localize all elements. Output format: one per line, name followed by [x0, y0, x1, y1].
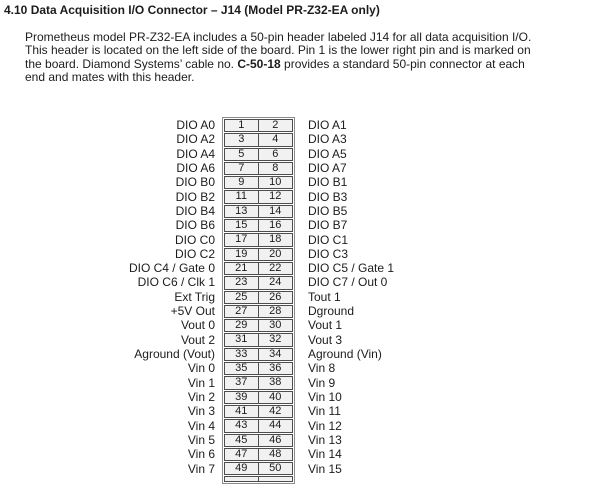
pin-row	[224, 291, 293, 304]
pin-right-label: DIO C5 / Gate 1	[308, 261, 395, 276]
left-labels	[0, 118, 215, 476]
pin-number-right: 26	[269, 290, 282, 303]
pin-left-label: Vin 7	[187, 461, 215, 476]
intro-paragraph	[25, 31, 605, 84]
pin-number-right: 12	[269, 190, 282, 203]
pin-number-right: 18	[269, 233, 282, 246]
pin-number-right: 48	[269, 447, 282, 460]
pin-number-right: 20	[269, 247, 282, 260]
paragraph-text: provides a standard 50-pin connector at each	[280, 56, 525, 71]
pin-right-label: Vin 9	[308, 375, 336, 390]
pin-number-left: 17	[225, 234, 259, 245]
pin-number-left: 3	[225, 134, 259, 145]
pin-table-footer	[224, 476, 293, 482]
pin-row	[224, 262, 293, 275]
pin-row	[224, 419, 293, 432]
pin-row	[224, 333, 293, 346]
pin-right-label: DIO B5	[308, 203, 348, 218]
pin-number-left: 11	[225, 191, 259, 202]
pin-left-label: Vin 2	[187, 389, 215, 404]
pin-left-label: Vout 2	[180, 332, 215, 347]
pin-row	[224, 219, 293, 232]
pin-row	[224, 176, 293, 189]
pin-table	[222, 117, 295, 484]
pin-row	[224, 119, 293, 132]
pin-row	[224, 376, 293, 389]
pin-right-label: DIO A7	[308, 160, 347, 175]
pin-number-left: 45	[225, 435, 259, 446]
pin-number-right: 10	[269, 176, 282, 189]
pin-number-right: 14	[269, 204, 282, 217]
pin-left-label: DIO A4	[176, 146, 215, 161]
pin-right-label: Vin 13	[308, 432, 342, 447]
pin-number-right: 36	[269, 362, 282, 375]
pin-number-left: 41	[225, 406, 259, 417]
pin-right-label: DIO A3	[308, 132, 347, 147]
pin-number-left: 35	[225, 363, 259, 374]
pin-row	[224, 405, 293, 418]
pin-number-right: 30	[269, 319, 282, 332]
pin-number-right: 50	[269, 462, 282, 475]
pin-left-label: DIO B2	[175, 189, 215, 204]
pin-right-label: Vin 15	[308, 461, 342, 476]
pin-number-right: 34	[269, 347, 282, 360]
pin-right-label: DIO A1	[308, 118, 347, 132]
pin-left-label: DIO A0	[176, 118, 215, 132]
pin-right-label: DIO B7	[308, 218, 348, 233]
pin-row	[224, 434, 293, 447]
pin-left-label: DIO C0	[174, 232, 215, 247]
pin-left-label: Aground (Vout)	[134, 347, 215, 361]
pin-row	[224, 276, 293, 289]
pin-number-right: 46	[269, 433, 282, 446]
pin-number-left: 19	[225, 249, 259, 260]
pin-left-label: DIO B0	[175, 175, 215, 190]
paragraph-line: end and mates with this header.	[25, 69, 195, 84]
pin-number-right: 6	[272, 147, 279, 160]
pin-left-label: +5V Out	[170, 304, 215, 319]
pin-number-right: 28	[269, 304, 282, 317]
pin-row	[224, 148, 293, 161]
pin-number-right: 38	[269, 376, 282, 389]
pin-number-left: 39	[225, 392, 259, 403]
pin-left-label: Vin 1	[187, 375, 215, 390]
pin-row	[224, 448, 293, 461]
pin-left-label: Vin 3	[187, 404, 215, 419]
pin-number-right: 8	[272, 161, 279, 174]
pin-right-label: Vin 12	[308, 418, 342, 433]
pin-right-label: Dground	[308, 304, 355, 319]
pin-number-left: 5	[225, 149, 259, 160]
pin-number-left: 15	[225, 220, 259, 231]
pin-left-label: Ext Trig	[174, 289, 215, 304]
pin-number-left: 9	[225, 177, 259, 188]
pin-left-label: DIO A6	[176, 160, 215, 175]
pin-right-label: DIO C7 / Out 0	[308, 275, 388, 290]
section-heading: 4.10 Data Acquisition I/O Connector – J14 (Model PR-Z32-EA only)	[4, 3, 380, 17]
pin-row	[224, 462, 293, 475]
pin-left-label: Vin 5	[187, 432, 215, 447]
pin-number-right: 44	[269, 419, 282, 432]
pin-number-left: 49	[225, 463, 259, 474]
pin-table-rows	[224, 119, 293, 475]
empty-cell	[225, 477, 259, 481]
pin-right-label: Vin 14	[308, 447, 342, 462]
pin-number-right: 2	[272, 119, 279, 131]
empty-cell	[259, 477, 293, 481]
pin-number-right: 32	[269, 333, 282, 346]
pin-row	[224, 205, 293, 218]
cable-number: C-50-18	[237, 56, 281, 71]
pin-row	[224, 233, 293, 246]
pin-right-label: Vin 11	[308, 404, 341, 419]
pin-number-right: 16	[269, 219, 282, 232]
pin-row	[224, 319, 293, 332]
pin-number-left: 43	[225, 420, 259, 431]
pin-left-label: DIO A2	[176, 132, 215, 147]
pin-right-label: DIO C3	[308, 246, 349, 261]
pin-left-label: DIO B4	[175, 203, 215, 218]
right-labels	[308, 118, 528, 476]
pin-number-left: 29	[225, 320, 259, 331]
pin-row	[224, 362, 293, 375]
pin-number-left: 13	[225, 206, 259, 217]
pin-number-right: 40	[269, 390, 282, 403]
pin-number-left: 47	[225, 449, 259, 460]
paragraph-line	[25, 58, 605, 71]
pin-left-label: DIO B6	[175, 218, 215, 233]
pin-right-label: Vin 10	[308, 389, 342, 404]
paragraph-text: the board. Diamond Systems’ cable no.	[25, 56, 238, 71]
pin-right-label: Vin 8	[308, 361, 336, 376]
pin-left-label: DIO C4 / Gate 0	[128, 261, 215, 276]
pin-number-left: 1	[225, 120, 259, 131]
pin-row	[224, 248, 293, 261]
pin-row	[224, 190, 293, 203]
pin-right-label: Tout 1	[308, 289, 341, 304]
pin-number-left: 31	[225, 334, 259, 345]
pin-number-left: 23	[225, 277, 259, 288]
pin-number-left: 33	[225, 349, 259, 360]
pin-left-label: Vin 6	[187, 447, 215, 462]
pin-number-left: 25	[225, 292, 259, 303]
pin-number-left: 27	[225, 306, 259, 317]
pin-right-label: DIO A5	[308, 146, 347, 161]
pin-right-label: DIO B3	[308, 189, 348, 204]
pin-number-right: 22	[269, 261, 282, 274]
pin-left-label: Vin 0	[187, 361, 215, 376]
pin-right-label: Vout 3	[308, 332, 343, 347]
paragraph-line: Prometheus model PR-Z32-EA includes a 50-pin header labeled J14 for all data acquisition I/O.	[25, 30, 532, 44]
pin-right-label: DIO C1	[308, 232, 349, 247]
pin-number-left: 7	[225, 163, 259, 174]
paragraph-line: This header is located on the left side of the board. Pin 1 is the lower right pin and is marked on	[25, 43, 531, 58]
pin-left-label: DIO C2	[174, 246, 215, 261]
pin-left-label: Vout 0	[180, 318, 215, 333]
pin-number-right: 42	[269, 404, 282, 417]
pin-row	[224, 162, 293, 175]
pin-row	[224, 348, 293, 361]
pin-right-label: Vout 1	[308, 318, 343, 333]
pin-left-label: DIO C6 / Clk 1	[137, 275, 215, 290]
pin-right-label: Aground (Vin)	[308, 347, 382, 361]
pin-number-right: 4	[272, 133, 279, 146]
pin-left-label: Vin 4	[187, 418, 215, 433]
pin-number-right: 24	[269, 276, 282, 289]
pin-right-label: DIO B1	[308, 175, 348, 190]
pin-number-left: 37	[225, 377, 259, 388]
pin-row	[224, 305, 293, 318]
pin-number-left: 21	[225, 263, 259, 274]
pin-row	[224, 391, 293, 404]
pin-row	[224, 133, 293, 146]
